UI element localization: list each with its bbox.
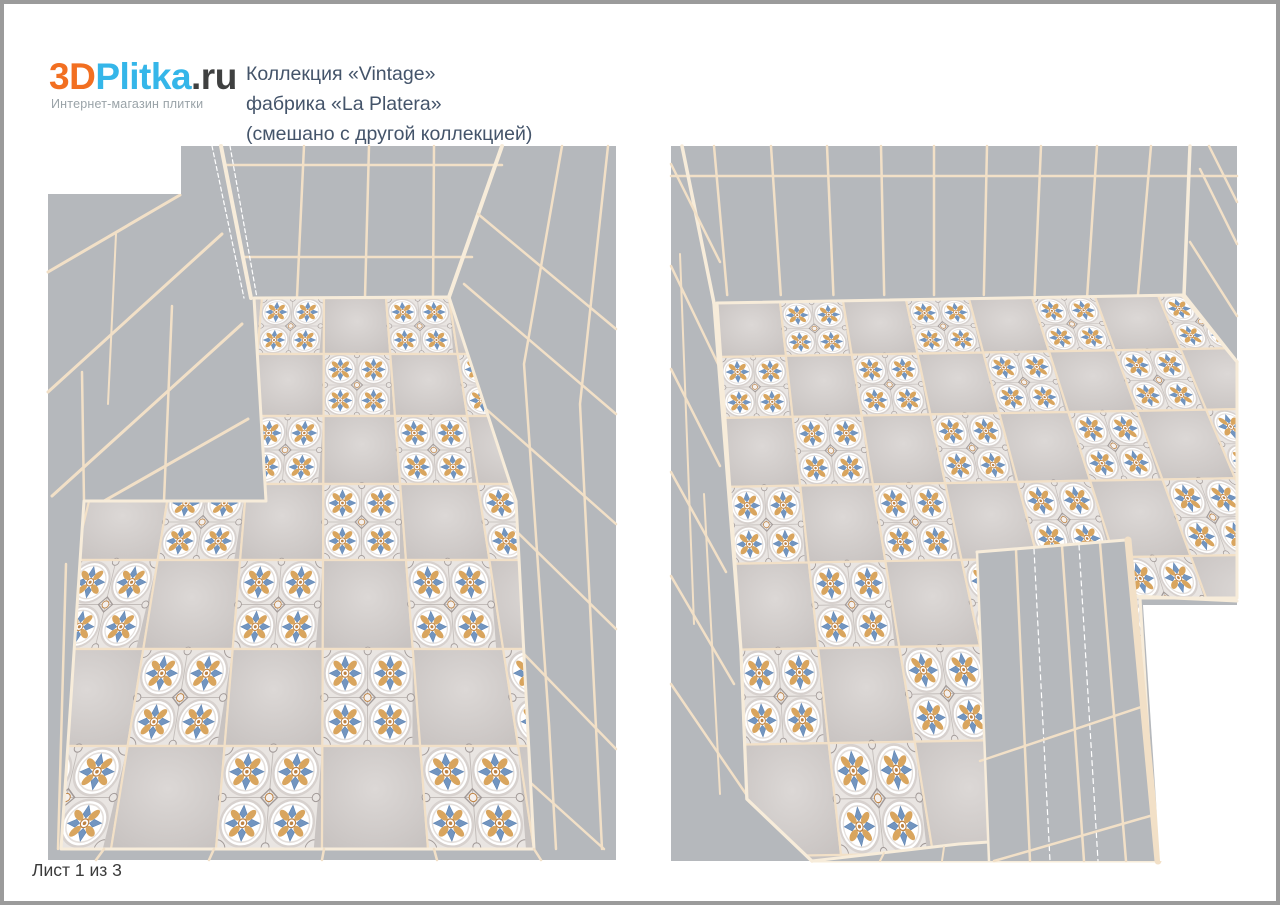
logo-wordmark bbox=[49, 58, 237, 95]
logo-part-ru: .ru bbox=[191, 56, 237, 97]
logo-part-plitka: Plitka bbox=[95, 56, 192, 97]
logo-tagline: Интернет-магазин плитки bbox=[51, 97, 204, 111]
title-line-collection: Коллекция «Vintage» bbox=[246, 63, 436, 85]
title-line-factory: фабрика «La Platera» bbox=[246, 93, 442, 115]
logo bbox=[49, 58, 237, 111]
room-render-right bbox=[671, 146, 1280, 861]
page-title bbox=[246, 59, 532, 149]
title-line-note: (смешано с другой коллекцией) bbox=[246, 123, 533, 145]
sheet-number: Лист 1 из 3 bbox=[32, 860, 122, 880]
room-renders-canvas bbox=[4, 4, 1280, 905]
room-render-left bbox=[4, 146, 640, 860]
logo-part-3d: 3D bbox=[49, 56, 96, 97]
